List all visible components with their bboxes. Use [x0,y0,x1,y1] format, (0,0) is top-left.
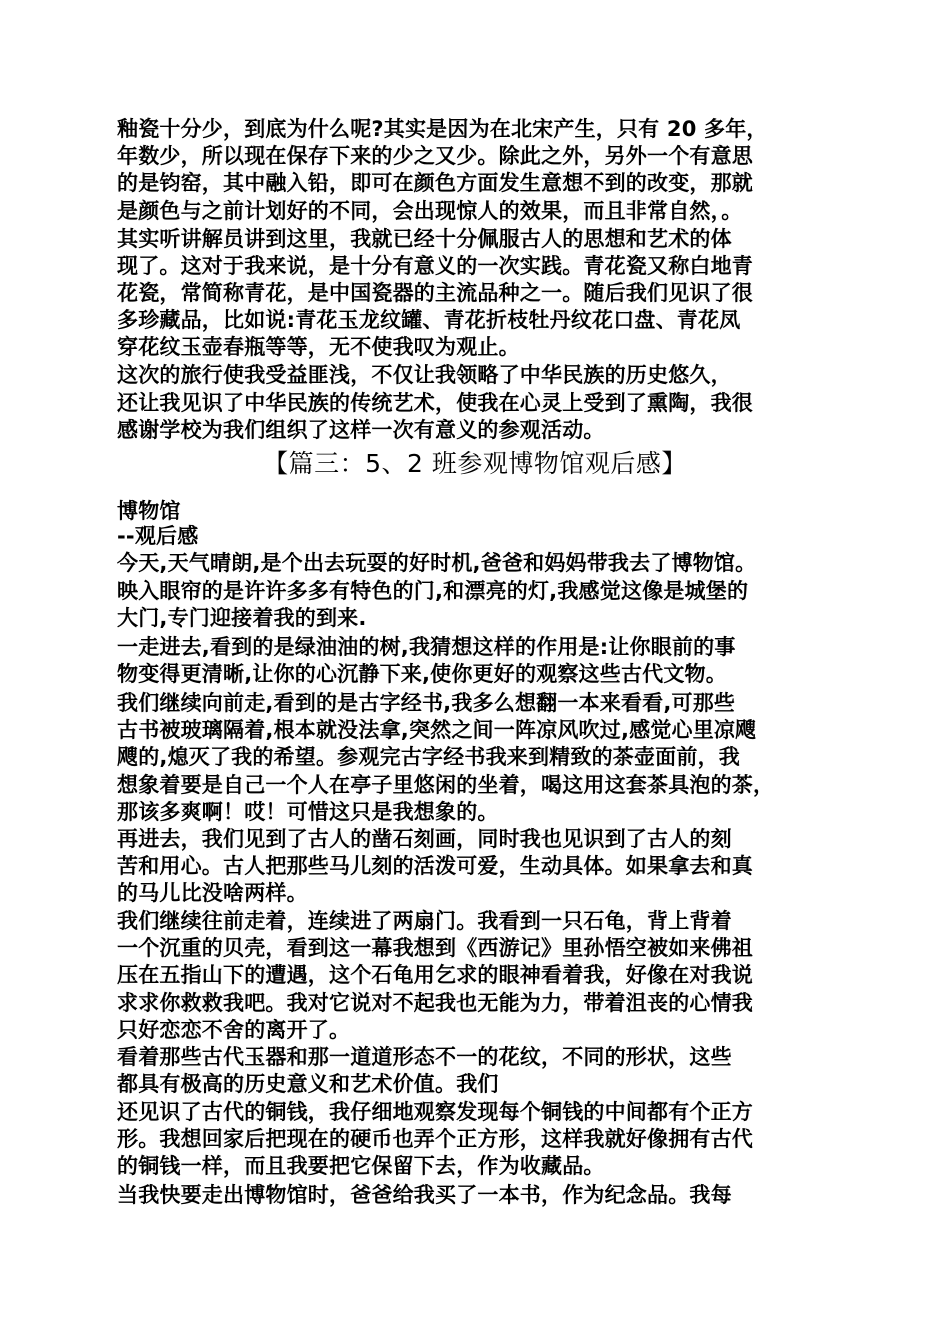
text-line: 釉瓷十分少，到底为什么呢?其实是因为在北宋产生，只有 20 多年， [117,117,768,141]
text-line: 都具有极高的历史意义和艺术价值。我们 [117,1072,499,1096]
text-line: 年数少，所以现在保存下来的少之又少。除此之外，另外一个有意思 [117,144,753,168]
text-line: 今天,天气晴朗,是个出去玩耍的好时机,爸爸和妈妈带我去了博物馆。 [117,551,757,575]
text-line: 我们继续向前走,看到的是古字经书,我多么想翻一本来看看,可那些 [117,691,736,715]
text-line: 飕的,熄灭了我的希望。参观完古字经书我来到精致的茶壶面前，我 [117,745,740,769]
text-line: 苦和用心。古人把那些马儿刻的活泼可爱，生动具体。如果拿去和真 [117,854,753,878]
text-line: 一个沉重的贝壳，看到这一幕我想到《西游记》里孙悟空被如来佛祖 [117,936,753,960]
text-line: 想象着要是自己一个人在亭子里悠闲的坐着，喝这用这套茶具泡的茶， [117,773,775,797]
text-line: 还见识了古代的铜钱，我仔细地观察发现每个铜钱的中间都有个正方 [117,1100,753,1124]
text-line: 其实听讲解员讲到这里，我就已经十分佩服古人的思想和艺术的体 [117,227,732,251]
text-line: 大门,专门迎接着我的到来. [117,606,367,630]
text-line: 这次的旅行使我受益匪浅，不仅让我领略了中华民族的历史悠久， [117,363,732,387]
text-line: 感谢学校为我们组织了这样一次有意义的参观活动。 [117,418,605,442]
text-line: 再进去，我们见到了古人的凿石刻画，同时我也见识到了古人的刻 [117,827,732,851]
text-line: 映入眼帘的是许许多多有特色的门,和漂亮的灯,我感觉这像是城堡的 [117,579,749,603]
text-line: 当我快要走出博物馆时，爸爸给我买了一本书，作为纪念品。我每 [117,1183,732,1207]
text-line: 古书被玻璃隔着,根本就没法拿,突然之间一阵凉风吹过,感觉心里凉飕 [117,718,757,742]
text-line: 我们继续往前走着，连续进了两扇门。我看到一只石龟，背上背着 [117,909,732,933]
essay-title: 博物馆 [117,499,181,523]
text-line: 形。我想回家后把现在的硬币也弄个正方形，这样我就好像拥有古代 [117,1127,753,1151]
text-line: 现了。这对于我来说，是十分有意义的一次实践。青花瓷又称白地青 [117,254,753,278]
text-line: 的马儿比没啥两样。 [117,881,308,905]
text-line: 求求你救救我吧。我对它说对不起我也无能为力，带着沮丧的心情我 [117,991,753,1015]
text-line: 的铜钱一样，而且我要把它保留下去，作为收藏品。 [117,1154,605,1178]
text-line: 还让我见识了中华民族的传统艺术，使我在心灵上受到了熏陶，我很 [117,391,753,415]
text-line: 多珍藏品，比如说:青花玉龙纹罐、青花折枝牡丹纹花口盘、青花凤 [117,308,741,332]
text-line: 看着那些古代玉器和那一道道形态不一的花纹，不同的形状，这些 [117,1045,732,1069]
text-line: 的是钧窑，其中融入铅，即可在颜色方面发生意想不到的改变，那就 [117,171,753,195]
text-line: 花瓷，常简称青花，是中国瓷器的主流品种之一。随后我们见识了很 [117,281,753,305]
text-line: 穿花纹玉壶春瓶等等，无不使我叹为观止。 [117,335,520,359]
text-line: 一走进去,看到的是绿油油的树,我猜想这样的作用是:让你眼前的事 [117,635,736,659]
text-line: 是颜色与之前计划好的不同，会出现惊人的效果，而且非常自然，。 [117,199,743,223]
section-heading: 【篇三：5、2 班参观博物馆观后感】 [263,449,687,478]
text-line: 物变得更清晰,让你的心沉静下来,使你更好的观察这些古代文物。 [117,662,727,686]
text-line: 压在五指山下的遭遇，这个石龟用乞求的眼神看着我，好像在对我说 [117,963,753,987]
essay-subtitle: --观后感 [117,524,199,548]
text-line: 那该多爽啊！哎！可惜这只是我想象的。 [117,800,499,824]
text-line: 只好恋恋不舍的离开了。 [117,1018,351,1042]
